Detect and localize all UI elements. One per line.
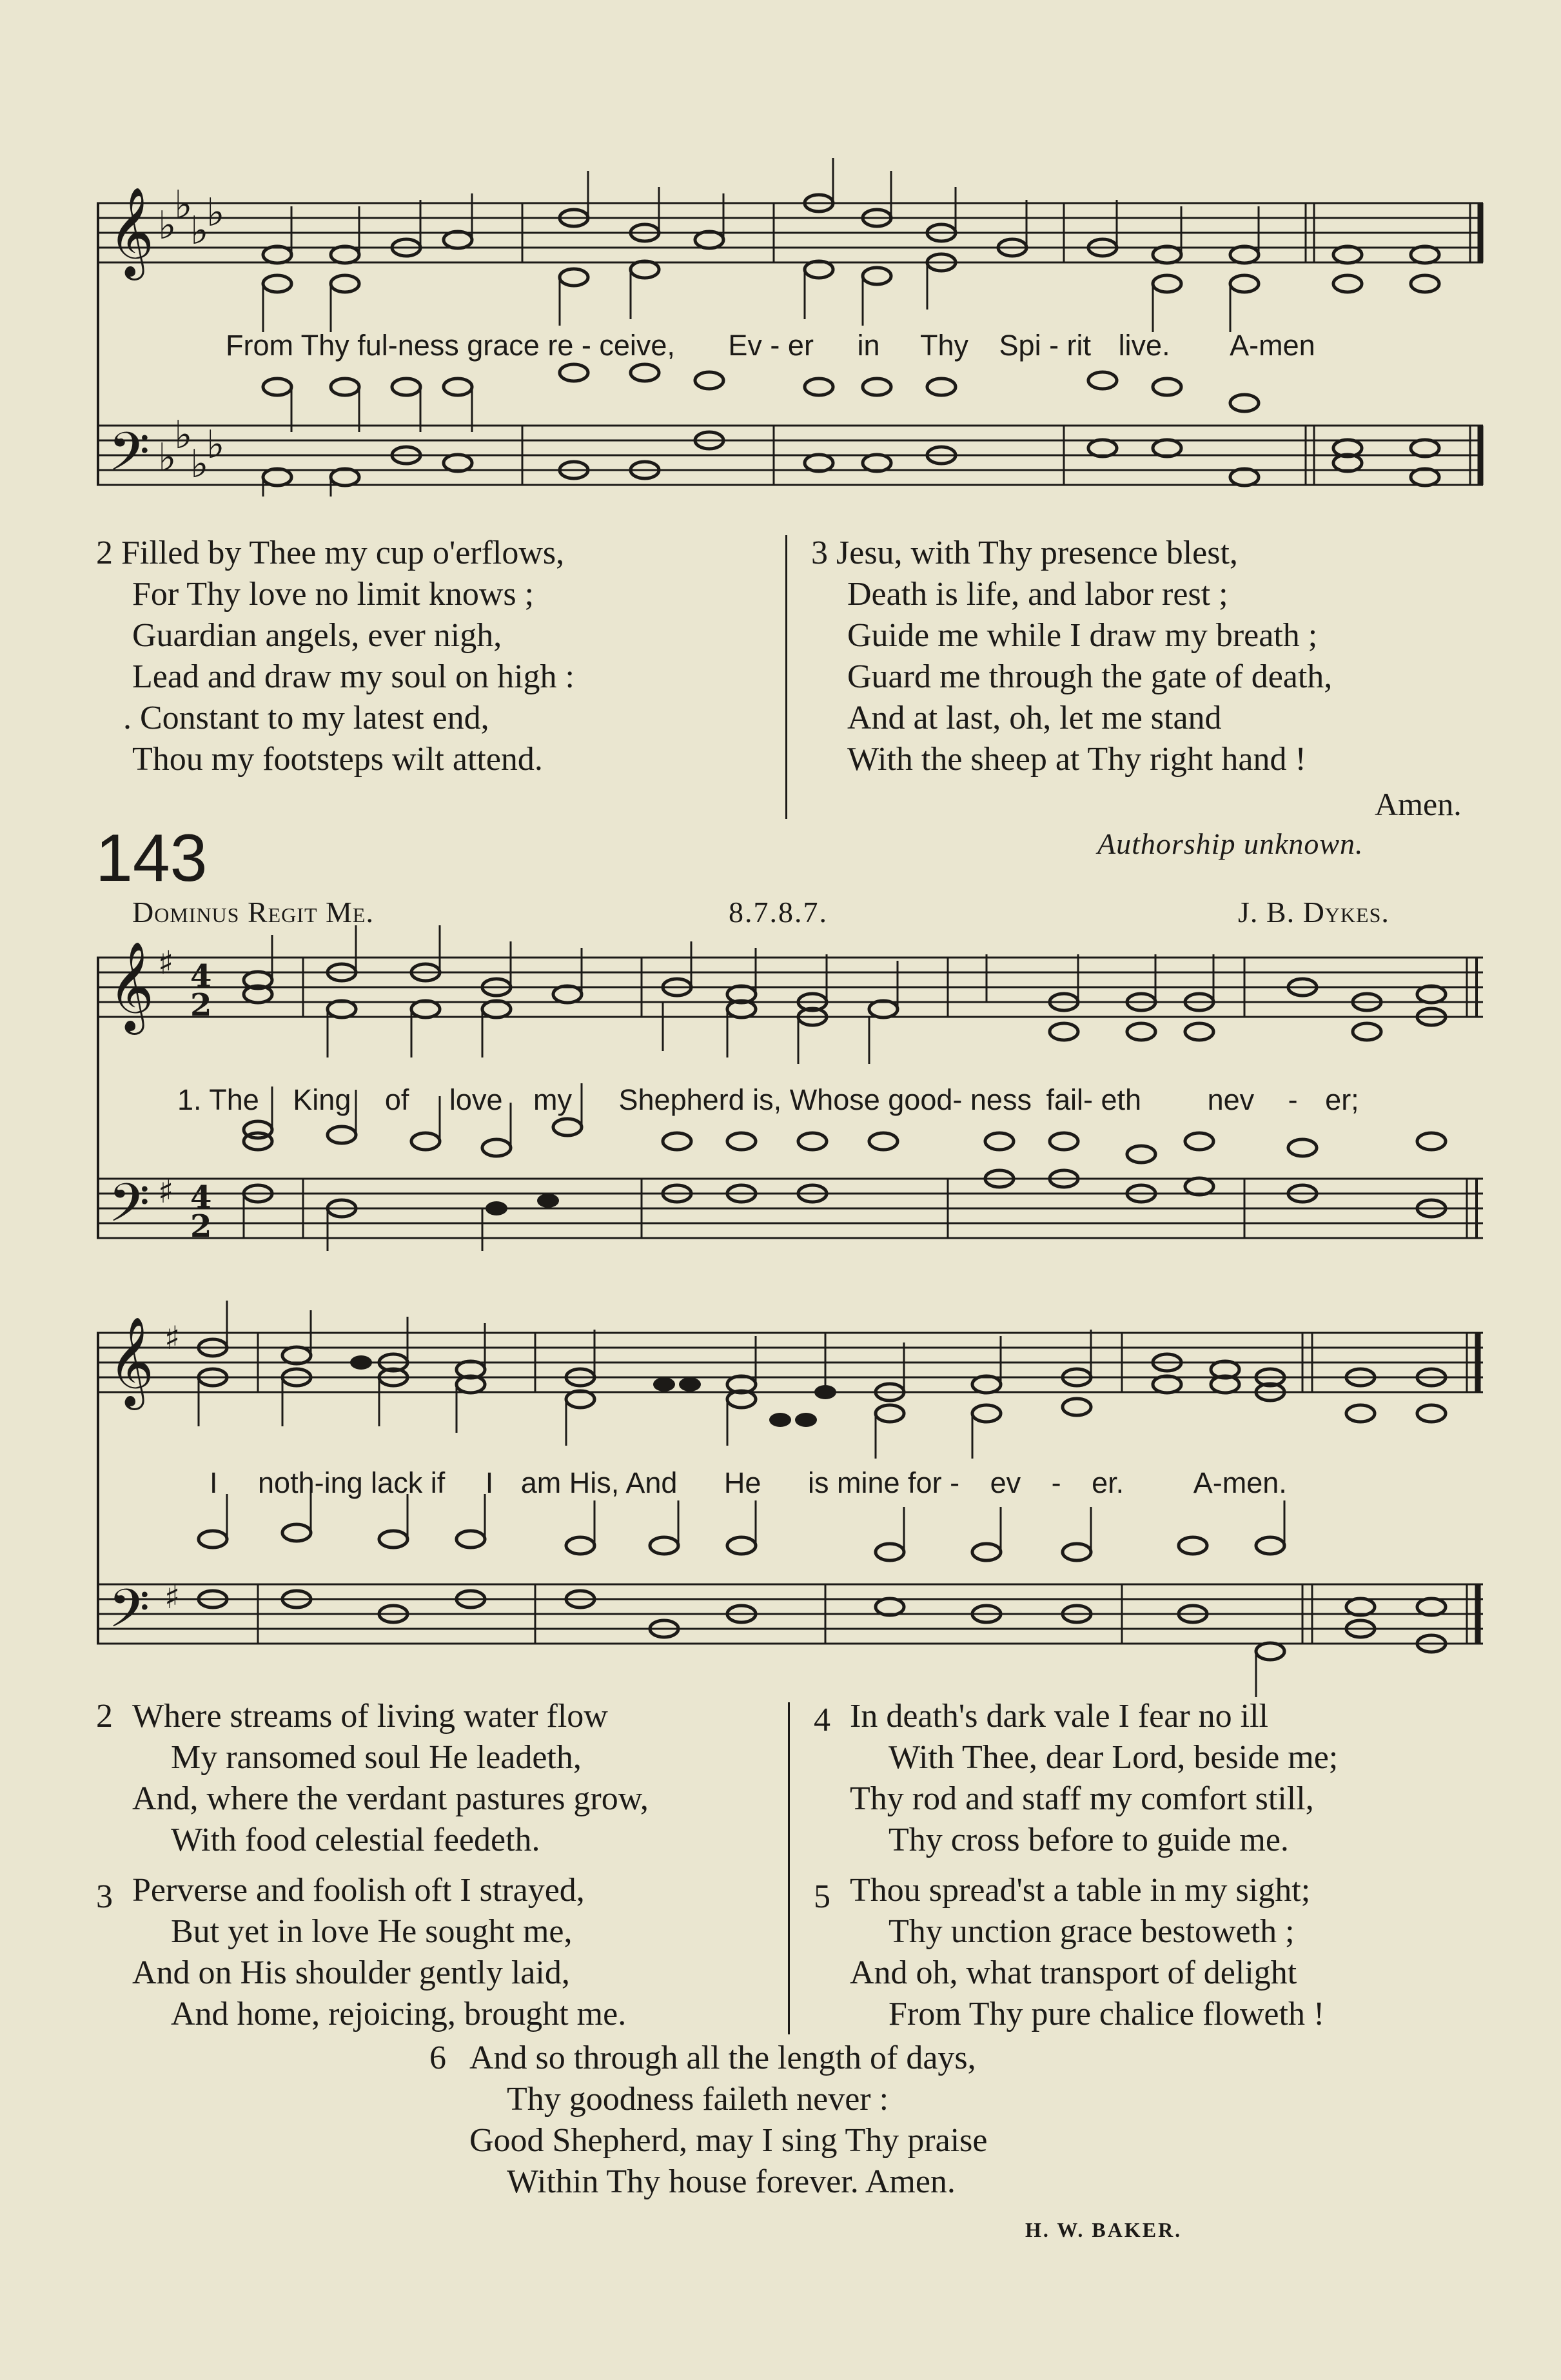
- verse-line: 2 Filled by Thee my cup o'erflows,: [96, 535, 565, 571]
- verse-line: Guide me while I draw my breath ;: [847, 617, 1318, 654]
- lyric-word: lack: [371, 1466, 423, 1499]
- prev-verse-3: [811, 533, 1332, 780]
- verse-line: My ransomed soul He leadeth,: [171, 1739, 582, 1776]
- svg-text:♭: ♭: [158, 435, 177, 480]
- lyric-word: of: [384, 1083, 409, 1116]
- verse-line: Thy cross before to guide me.: [888, 1822, 1289, 1858]
- verse-line: With Thee, dear Lord, beside me;: [888, 1739, 1339, 1776]
- svg-text:♯: ♯: [164, 1319, 181, 1357]
- verse-line: Where streams of living water flow: [132, 1698, 608, 1735]
- svg-text:♭: ♭: [174, 413, 193, 458]
- music-system-1: [97, 182, 1486, 509]
- prev-verse-2: [96, 533, 574, 780]
- svg-text:♯: ♯: [158, 1173, 174, 1210]
- lyric-word: A-men: [1230, 329, 1315, 362]
- verse-2: [96, 1696, 649, 1861]
- verse-line: For Thy love no limit knows ;: [132, 576, 535, 613]
- lyric-word: And: [625, 1466, 678, 1499]
- verse-line: Good Shepherd, may I sing Thy praise: [469, 2122, 988, 2159]
- svg-text:♭: ♭: [206, 190, 225, 235]
- verse-line: Thou spread'st a table in my sight;: [850, 1872, 1311, 1909]
- lyric-word: is: [807, 1466, 829, 1499]
- verse-line: . Constant to my latest end,: [123, 700, 489, 736]
- lyric-word: 1. The: [177, 1083, 259, 1116]
- prev-author: Authorship unknown.: [1097, 827, 1364, 860]
- verse-3: [96, 1870, 627, 2035]
- lyric-line-1: [177, 1083, 1359, 1117]
- verse-line: Within Thy house forever. Amen.: [507, 2163, 956, 2200]
- lyric-word: er.: [1092, 1466, 1124, 1499]
- svg-text:4: 4: [190, 958, 212, 994]
- svg-text:♭: ♭: [158, 203, 177, 248]
- lyric-word: love: [449, 1083, 503, 1116]
- lyric-word: King: [293, 1083, 351, 1116]
- lyric-word: for -: [908, 1466, 960, 1499]
- lyric-word: ness: [970, 1083, 1032, 1116]
- svg-text:𝄞: 𝄞: [108, 941, 154, 1031]
- lyric-word: noth-ing: [258, 1466, 363, 1499]
- verse-line: But yet in love He sought me,: [171, 1913, 573, 1950]
- lyric-word: Shepherd is,: [618, 1083, 782, 1116]
- lyric-word: mine: [836, 1466, 900, 1499]
- lyric-word: in: [857, 329, 880, 362]
- verse-6: [429, 2038, 988, 2203]
- verse-line: And so through all the length of days,: [469, 2040, 976, 2076]
- column-divider: [785, 535, 787, 819]
- svg-text:𝄢: 𝄢: [108, 420, 150, 496]
- lyric-word: er;: [1325, 1083, 1359, 1116]
- svg-text:4: 4: [190, 1179, 212, 1215]
- lyric-line-prev: [226, 329, 1315, 362]
- lyric-line-2: [210, 1466, 1287, 1500]
- verse-line: In death's dark vale I fear no ill: [850, 1698, 1268, 1735]
- verse-line: And oh, what transport of delight: [850, 1954, 1297, 1991]
- lyric-word: if: [430, 1466, 446, 1499]
- svg-text:𝄞: 𝄞: [108, 187, 154, 277]
- verse-number: 2: [96, 1698, 113, 1735]
- svg-text:♯: ♯: [164, 1578, 181, 1616]
- lyric-word: nev: [1207, 1083, 1255, 1116]
- hymn-author: H. W. BAKER.: [1025, 2218, 1183, 2241]
- verse-line: 3 Jesu, with Thy presence blest,: [811, 535, 1238, 571]
- lyric-word: I: [210, 1466, 218, 1499]
- lyric-word: Thy: [920, 329, 969, 362]
- verse-line: Thy goodness faileth never :: [507, 2081, 889, 2118]
- verse-4: [814, 1696, 1339, 1861]
- verse-number: 6: [429, 2040, 446, 2076]
- verse-line: Guard me through the gate of death,: [847, 658, 1333, 695]
- verse-line: Perverse and foolish oft I strayed,: [132, 1872, 585, 1909]
- music-system-2: [97, 941, 1486, 1257]
- lyric-word: From Thy ful-ness grace re - ceive,: [226, 329, 675, 362]
- lyric-word: good-: [888, 1083, 963, 1116]
- svg-text:𝄢: 𝄢: [108, 1577, 150, 1653]
- verse-line: And, where the verdant pastures grow,: [132, 1780, 649, 1817]
- verse-number: 5: [814, 1878, 830, 1915]
- svg-text:♭: ♭: [174, 182, 193, 228]
- svg-text:𝄞: 𝄞: [108, 1317, 154, 1406]
- lyric-word: -: [1288, 1083, 1298, 1116]
- lyric-word: am: [520, 1466, 562, 1499]
- svg-text:2: 2: [190, 987, 212, 1023]
- lyric-word: fail-: [1046, 1083, 1093, 1116]
- lyric-word: His,: [569, 1466, 620, 1499]
- verse-line: With food celestial feedeth.: [171, 1822, 540, 1858]
- meter: 8.7.8.7.: [729, 896, 828, 929]
- tune-name: Dominus Regit Me.: [132, 896, 374, 929]
- verse-number: 4: [814, 1702, 830, 1738]
- lyric-word: my: [533, 1083, 572, 1116]
- verse-line: From Thy pure chalice floweth !: [888, 1996, 1325, 2032]
- svg-text:♭: ♭: [190, 442, 209, 487]
- hymn-number: 143: [95, 821, 208, 896]
- composer: J. B. Dykes.: [1238, 896, 1389, 929]
- svg-text:♯: ♯: [158, 944, 174, 981]
- music-system-3: [97, 1317, 1486, 1671]
- verse-line: Death is life, and labor rest ;: [847, 576, 1228, 613]
- lyric-word: live.: [1118, 329, 1170, 362]
- verse-line: And home, rejoicing, brought me.: [171, 1996, 627, 2032]
- prev-amen: Amen.: [1375, 786, 1462, 822]
- svg-text:𝄢: 𝄢: [108, 1172, 150, 1247]
- svg-text:♭: ♭: [190, 208, 209, 253]
- lyric-word: eth: [1101, 1083, 1142, 1116]
- lyric-word: Ev - er: [728, 329, 814, 362]
- lyric-word: A-men.: [1193, 1466, 1287, 1499]
- verse-line: Thy unction grace bestoweth ;: [888, 1913, 1295, 1950]
- verse-number: 3: [96, 1878, 113, 1915]
- verse-line: Lead and draw my soul on high :: [132, 658, 574, 695]
- svg-text:♭: ♭: [206, 422, 225, 467]
- lyric-word: Spi - rit: [999, 329, 1092, 362]
- verse-5: [814, 1870, 1325, 2035]
- verse-line: With the sheep at Thy right hand !: [847, 741, 1306, 778]
- lyric-word: He: [723, 1466, 761, 1499]
- verse-line: And at last, oh, let me stand: [847, 700, 1222, 736]
- verse-line: And on His shoulder gently laid,: [132, 1954, 570, 1991]
- verse-line: Thy rod and staff my comfort still,: [850, 1780, 1314, 1817]
- svg-text:2: 2: [190, 1208, 212, 1244]
- verse-line: Thou my footsteps wilt attend.: [132, 741, 543, 778]
- lyric-word: -: [1051, 1466, 1061, 1499]
- column-divider: [788, 1702, 790, 2034]
- lyric-word: Whose: [789, 1083, 880, 1116]
- lyric-word: I: [485, 1466, 494, 1499]
- verse-line: Guardian angels, ever nigh,: [132, 617, 502, 654]
- lyric-word: ev: [990, 1466, 1021, 1499]
